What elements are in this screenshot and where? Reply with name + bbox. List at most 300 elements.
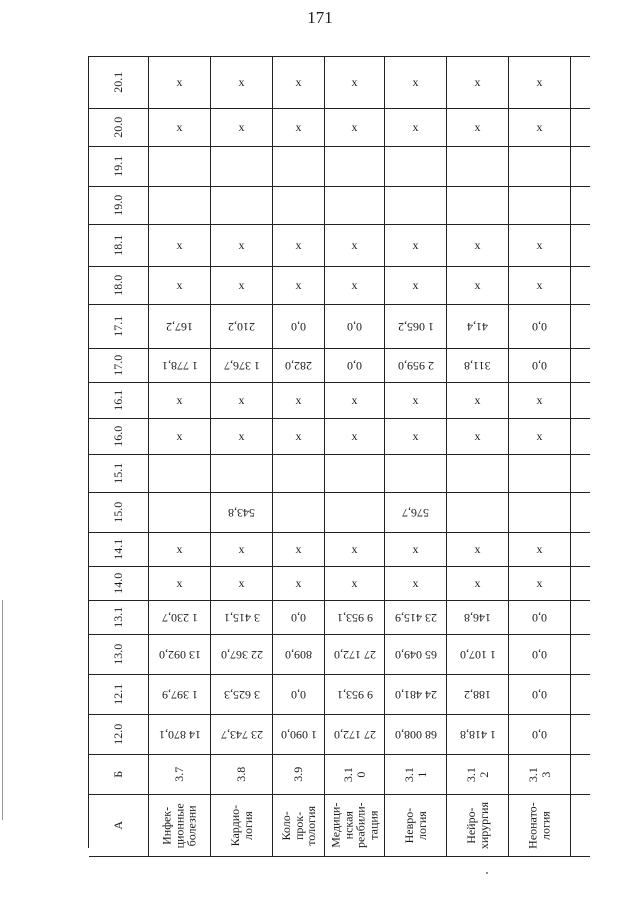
cell-value: x — [176, 576, 183, 590]
specialty-line: реабили- — [353, 802, 368, 849]
cell-value: x — [351, 238, 358, 252]
column-header-cell — [89, 419, 149, 454]
table-cell — [325, 187, 385, 224]
cell-value: x — [176, 75, 183, 89]
table-cell — [385, 225, 447, 266]
cell-value: x — [295, 429, 302, 443]
table-cell — [509, 147, 571, 186]
cell-value: x — [536, 120, 543, 134]
cell-value: 24 481,0 — [394, 688, 437, 702]
cell-value: 0,0 — [347, 359, 362, 373]
cell-value: x — [351, 429, 358, 443]
name-row-header — [89, 795, 149, 856]
table-cell — [211, 601, 273, 634]
cell-value: x — [536, 238, 543, 252]
table-row — [89, 533, 590, 567]
cell-value: x — [238, 120, 245, 134]
table-cell — [211, 493, 273, 532]
column-header-label: 17.0 — [111, 355, 126, 376]
cell-value: x — [412, 120, 419, 134]
cell-value: x — [536, 278, 543, 292]
table-cell — [149, 675, 211, 714]
table-cell — [273, 567, 325, 600]
cell-value: 0,0 — [532, 320, 547, 334]
specialty-name — [229, 805, 254, 847]
column-header-label: 16.1 — [111, 390, 126, 411]
cell-value: 0,0 — [291, 611, 306, 625]
table-cell — [385, 109, 447, 146]
specialty-name — [280, 806, 318, 846]
table-cell — [273, 57, 325, 108]
table-cell — [447, 349, 509, 382]
cell-value: 543,8 — [228, 506, 255, 520]
table-cell — [273, 109, 325, 146]
cell-value: 9 953,1 — [336, 688, 373, 702]
code-line: 1 — [414, 771, 429, 778]
table-cell — [273, 147, 325, 186]
table-cell — [325, 419, 385, 454]
table-row — [89, 225, 590, 267]
cell-value: x — [474, 238, 481, 252]
cell-value: x — [238, 542, 245, 556]
column-header-cell — [89, 57, 149, 108]
cell-value: x — [351, 393, 358, 407]
cell-value: x — [238, 576, 245, 590]
column-header-label: 15.1 — [111, 463, 126, 484]
table-cell — [273, 601, 325, 634]
column-header-label: 18.0 — [111, 275, 126, 296]
column-header-cell — [89, 675, 149, 714]
table-cell — [447, 267, 509, 304]
table-cell — [447, 455, 509, 492]
table-cell — [447, 383, 509, 418]
table-cell — [385, 419, 447, 454]
table-cell — [273, 187, 325, 224]
table-cell — [385, 601, 447, 634]
table-cell — [509, 567, 571, 600]
cell-value: x — [351, 278, 358, 292]
table-cell — [385, 533, 447, 566]
cell-value: 188,2 — [464, 688, 491, 702]
table-cell — [325, 455, 385, 492]
specialty-cell — [325, 795, 385, 856]
column-header-cell — [89, 635, 149, 674]
cell-value: x — [351, 542, 358, 556]
table-cell — [385, 267, 447, 304]
cell-value: x — [295, 278, 302, 292]
specialty-line: нская — [340, 811, 355, 840]
cell-value: x — [176, 120, 183, 134]
cell-value: x — [238, 278, 245, 292]
table-cell — [149, 493, 211, 532]
table-cell — [273, 383, 325, 418]
code-line: 3.1 — [463, 767, 478, 782]
table-cell — [447, 533, 509, 566]
specialty-line: Инфек- — [159, 806, 174, 845]
table-row — [89, 601, 590, 635]
table-cell — [149, 567, 211, 600]
cell-value: 282,0 — [285, 359, 312, 373]
table-row — [89, 109, 590, 147]
cell-value: 1 107,0 — [459, 648, 496, 662]
cell-value: x — [176, 278, 183, 292]
table-cell — [325, 109, 385, 146]
code-line: 3.9 — [291, 767, 306, 782]
table-cell — [509, 305, 571, 348]
code-value — [235, 767, 248, 782]
column-header-label: 17.1 — [111, 316, 126, 337]
table-cell — [149, 635, 211, 674]
cell-value: x — [474, 393, 481, 407]
cell-value: 3 415,1 — [223, 611, 260, 625]
scan-speck — [486, 872, 488, 874]
table-row — [89, 567, 590, 601]
cell-value: x — [536, 576, 543, 590]
table-row — [89, 147, 590, 187]
table-cell — [385, 493, 447, 532]
code-cell — [273, 755, 325, 794]
table-cell — [211, 109, 273, 146]
column-header-cell — [89, 267, 149, 304]
table-cell — [509, 109, 571, 146]
table-cell — [325, 225, 385, 266]
cell-value: x — [295, 576, 302, 590]
column-header-label: 20.1 — [111, 72, 126, 93]
cell-value: x — [412, 75, 419, 89]
table-cell — [447, 187, 509, 224]
table-cell — [149, 225, 211, 266]
cell-value: 0,0 — [347, 320, 362, 334]
table-cell — [149, 383, 211, 418]
cell-value: x — [238, 238, 245, 252]
cell-value: 1 090,0 — [280, 728, 317, 742]
cell-value: 1 778,1 — [161, 359, 198, 373]
cell-value: x — [412, 278, 419, 292]
code-value — [292, 767, 305, 782]
column-header-cell — [89, 715, 149, 754]
table-cell — [273, 715, 325, 754]
cell-value: x — [351, 75, 358, 89]
cell-value: 210,2 — [228, 320, 255, 334]
cell-value: 0,0 — [532, 688, 547, 702]
cell-value: 0,0 — [291, 688, 306, 702]
table-cell — [273, 225, 325, 266]
table-cell — [385, 349, 447, 382]
cell-value: x — [412, 238, 419, 252]
table-cell — [385, 455, 447, 492]
table-cell — [211, 225, 273, 266]
table-row — [89, 715, 590, 755]
table-cell — [211, 187, 273, 224]
cell-value: x — [238, 429, 245, 443]
table-cell — [385, 305, 447, 348]
table-cell — [447, 635, 509, 674]
table-cell — [509, 383, 571, 418]
code-row — [89, 755, 590, 795]
table-cell — [273, 419, 325, 454]
cell-value: 146,8 — [464, 611, 491, 625]
table-cell — [211, 715, 273, 754]
code-line: 0 — [353, 771, 368, 778]
table-row — [89, 305, 590, 349]
cell-value: 167,2 — [166, 320, 193, 334]
table-cell — [325, 147, 385, 186]
name-row — [89, 795, 590, 857]
code-line: 3.1 — [340, 767, 355, 782]
table-cell — [509, 533, 571, 566]
table-cell — [447, 147, 509, 186]
table-cell — [149, 419, 211, 454]
table-cell — [211, 267, 273, 304]
table-cell — [509, 635, 571, 674]
table-cell — [211, 419, 273, 454]
table-cell — [509, 601, 571, 634]
table-cell — [509, 267, 571, 304]
specialty-name — [527, 802, 552, 849]
table-cell — [509, 455, 571, 492]
cell-value: 41,4 — [467, 320, 488, 334]
table-row — [89, 455, 590, 493]
cell-value: 576,7 — [402, 506, 429, 520]
table-cell — [325, 267, 385, 304]
code-value — [403, 767, 428, 782]
cell-value: 1 065,2 — [397, 320, 434, 334]
cell-value: x — [295, 75, 302, 89]
table-row — [89, 349, 590, 383]
specialty-line: логия — [240, 811, 255, 840]
code-cell — [385, 755, 447, 794]
column-header-cell — [89, 147, 149, 186]
cell-value: 13 092,0 — [158, 648, 201, 662]
cell-value: 14 870,1 — [158, 728, 201, 742]
table-cell — [273, 635, 325, 674]
code-value — [527, 767, 552, 782]
specialty-line: Неонато- — [525, 802, 540, 849]
specialty-line: хирургия — [476, 801, 491, 850]
specialty-cell — [385, 795, 447, 856]
cell-value: x — [474, 75, 481, 89]
cell-value: 1 397,9 — [161, 688, 198, 702]
table-cell — [149, 601, 211, 634]
specialty-line: тация — [366, 810, 381, 841]
table-cell — [447, 419, 509, 454]
column-header-cell — [89, 493, 149, 532]
specialty-cell — [149, 795, 211, 856]
code-cell — [509, 755, 571, 794]
column-header-label: 16.0 — [111, 426, 126, 447]
table-cell — [325, 493, 385, 532]
table-row — [89, 675, 590, 715]
table-row — [89, 635, 590, 675]
table-cell — [325, 635, 385, 674]
cell-value: 3 625,3 — [223, 688, 260, 702]
table-cell — [149, 533, 211, 566]
table-cell — [325, 305, 385, 348]
name-row-header-label: А — [111, 821, 126, 830]
cell-value: 65 049,0 — [394, 648, 437, 662]
table-row — [89, 187, 590, 225]
cell-value: 2 959,0 — [397, 359, 434, 373]
table-row — [89, 267, 590, 305]
table-cell — [211, 567, 273, 600]
cell-value: x — [176, 238, 183, 252]
table-cell — [385, 147, 447, 186]
code-line: 2 — [476, 771, 491, 778]
table-cell — [149, 147, 211, 186]
column-header-cell — [89, 187, 149, 224]
table-cell — [385, 715, 447, 754]
specialty-line: Кардио- — [227, 804, 242, 847]
table-cell — [447, 493, 509, 532]
cell-value: 1 376,7 — [223, 359, 260, 373]
column-header-cell — [89, 567, 149, 600]
data-table — [88, 56, 590, 848]
table-cell — [447, 305, 509, 348]
table-cell — [211, 349, 273, 382]
page-number: 171 — [307, 8, 333, 27]
specialty-name — [329, 803, 379, 849]
code-line: 3 — [538, 771, 553, 778]
code-line: 3.8 — [234, 767, 249, 782]
cell-value: x — [351, 120, 358, 134]
column-header-cell — [89, 225, 149, 266]
cell-value: x — [412, 542, 419, 556]
cell-value: 0,0 — [532, 648, 547, 662]
table-cell — [325, 601, 385, 634]
cell-value: x — [176, 393, 183, 407]
cell-value: x — [474, 542, 481, 556]
code-row-header — [89, 755, 149, 794]
column-header-cell — [89, 533, 149, 566]
table-cell — [273, 533, 325, 566]
column-header-cell — [89, 383, 149, 418]
table-cell — [509, 493, 571, 532]
column-header-label: 14.0 — [111, 573, 126, 594]
table-cell — [211, 455, 273, 492]
table-cell — [149, 267, 211, 304]
specialty-name — [465, 802, 490, 849]
cell-value: 23 743,7 — [220, 728, 263, 742]
column-header-cell — [89, 305, 149, 348]
code-line: 3.1 — [401, 767, 416, 782]
table-cell — [509, 419, 571, 454]
table-cell — [509, 675, 571, 714]
cell-value: x — [412, 429, 419, 443]
cell-value: x — [474, 429, 481, 443]
cell-value: 0,0 — [532, 611, 547, 625]
code-value — [342, 767, 367, 782]
column-header-label: 12.1 — [111, 684, 126, 705]
column-header-label: 14.1 — [111, 539, 126, 560]
table-cell — [149, 109, 211, 146]
table-cell — [149, 715, 211, 754]
cell-value: 809,0 — [285, 648, 312, 662]
table-cell — [149, 349, 211, 382]
cell-value: x — [176, 542, 183, 556]
specialty-line: Медици- — [328, 802, 343, 849]
table-cell — [273, 493, 325, 532]
table-cell — [325, 675, 385, 714]
table-cell — [211, 635, 273, 674]
table-row — [89, 57, 590, 109]
cell-value: 27 172,0 — [333, 728, 376, 742]
code-line: 3.1 — [525, 767, 540, 782]
table-cell — [447, 109, 509, 146]
table-cell — [385, 57, 447, 108]
column-header-label: 15.0 — [111, 502, 126, 523]
cell-value: x — [295, 238, 302, 252]
code-cell — [447, 755, 509, 794]
table-cell — [447, 567, 509, 600]
specialty-line: Невро- — [401, 807, 416, 844]
column-header-cell — [89, 109, 149, 146]
column-header-label: 13.0 — [111, 644, 126, 665]
code-line: 3.7 — [172, 767, 187, 782]
table-cell — [211, 147, 273, 186]
specialty-line: логия — [414, 811, 429, 840]
table-cell — [325, 567, 385, 600]
table-cell — [211, 533, 273, 566]
table-cell — [149, 305, 211, 348]
cell-value: x — [536, 429, 543, 443]
cell-value: 1 230,7 — [161, 611, 198, 625]
column-header-cell — [89, 455, 149, 492]
specialty-name — [403, 808, 428, 844]
table-cell — [447, 601, 509, 634]
cell-value: 68 008,0 — [394, 728, 437, 742]
table-cell — [447, 225, 509, 266]
code-value — [173, 767, 186, 782]
cell-value: x — [295, 542, 302, 556]
column-header-label: 18.1 — [111, 235, 126, 256]
column-header-label: 19.1 — [111, 156, 126, 177]
cell-value: x — [474, 120, 481, 134]
table-cell — [149, 187, 211, 224]
column-header-label: 12.0 — [111, 724, 126, 745]
table-row — [89, 383, 590, 419]
table-cell — [325, 57, 385, 108]
table-cell — [211, 57, 273, 108]
code-value — [465, 767, 490, 782]
scan-edge-line — [2, 600, 3, 820]
table-cell — [211, 383, 273, 418]
cell-value: x — [536, 542, 543, 556]
specialty-cell — [509, 795, 571, 856]
cell-value: x — [238, 75, 245, 89]
code-row-header-label: Б — [111, 771, 126, 778]
specialty-line: Нейро- — [463, 807, 478, 844]
cell-value: 0,0 — [291, 320, 306, 334]
specialty-name — [161, 803, 199, 848]
cell-value: 23 415,9 — [394, 611, 437, 625]
cell-value: x — [351, 576, 358, 590]
table-cell — [509, 187, 571, 224]
table-cell — [211, 675, 273, 714]
table-cell — [273, 675, 325, 714]
table-cell — [149, 57, 211, 108]
specialty-line: прок- — [291, 811, 306, 840]
specialty-cell — [447, 795, 509, 856]
table-cell — [211, 305, 273, 348]
table-cell — [447, 715, 509, 754]
code-cell — [325, 755, 385, 794]
cell-value: x — [536, 393, 543, 407]
cell-value: 0,0 — [532, 728, 547, 742]
code-cell — [149, 755, 211, 794]
table-cell — [509, 715, 571, 754]
table-cell — [149, 455, 211, 492]
specialty-line: тология — [303, 805, 318, 846]
